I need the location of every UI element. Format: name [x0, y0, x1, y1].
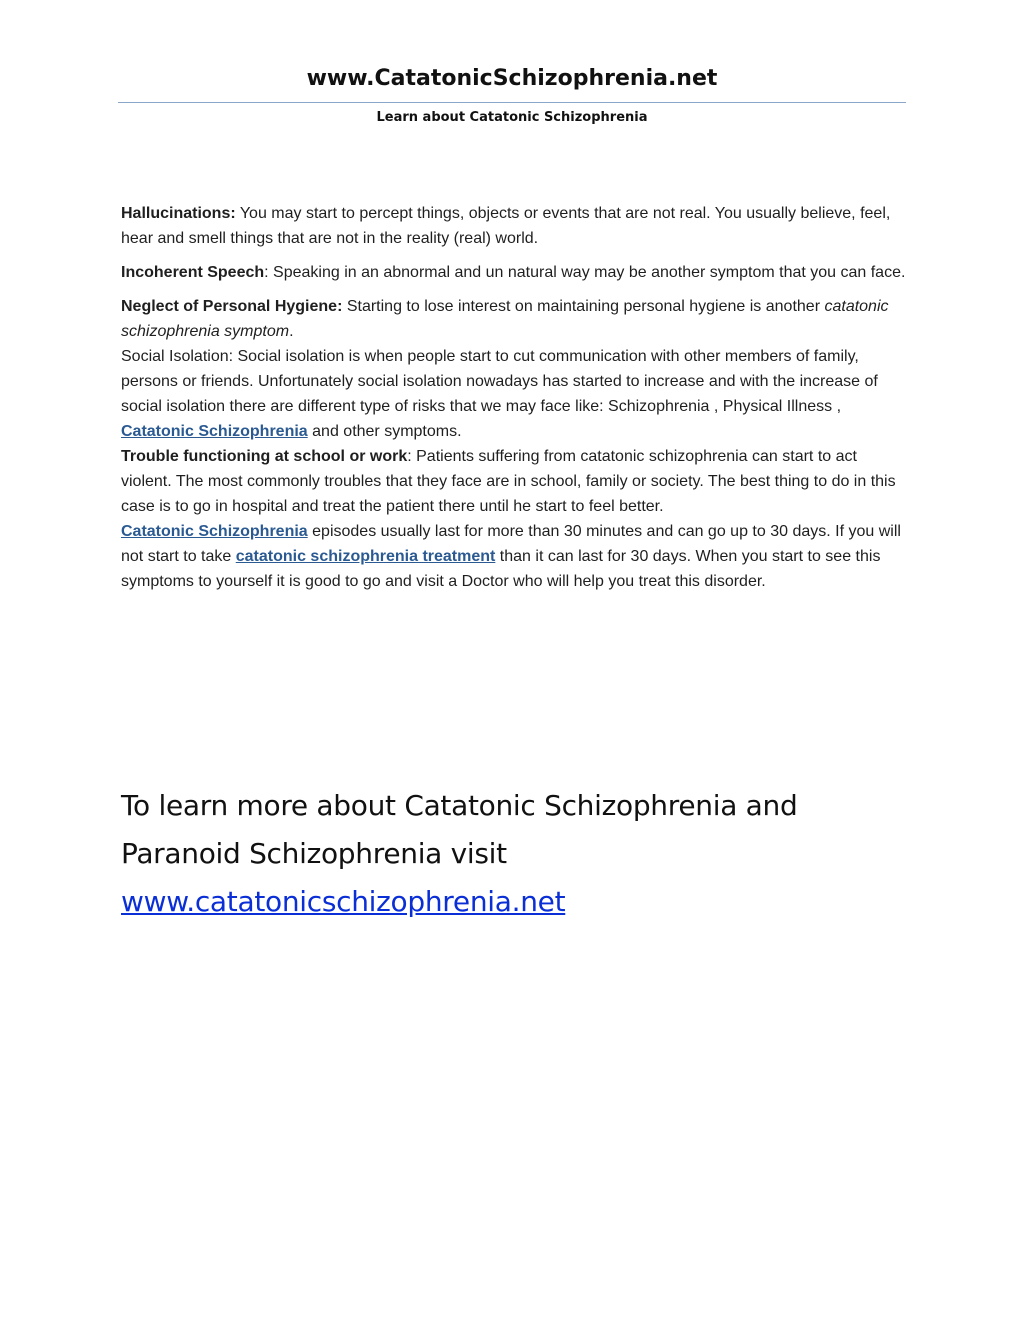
page-header	[118, 62, 906, 96]
hallucinations-text: You may start to percept things, objects or events that are not real. You usually believe, feel, hear and smell things that are not in the reality (real) world.	[121, 205, 891, 247]
social-isolation-paragraph	[121, 344, 911, 444]
incoherent-speech-paragraph	[121, 260, 911, 285]
hallucinations-label: Hallucinations:	[121, 205, 236, 222]
social-isolation-tail: and other symptoms.	[307, 423, 462, 440]
closing-text: than it can last for 30 days. When you start to see this symptoms to yourself it is good to go and visit a Doctor who will help you treat this disorder.	[121, 548, 881, 590]
site-link[interactable]: www.catatonicschizophrenia.net	[121, 885, 566, 918]
catatonic-schizophrenia-link-2[interactable]: Catatonic Schizophrenia	[121, 523, 308, 540]
catatonic-schizophrenia-link[interactable]: Catatonic Schizophrenia	[121, 423, 308, 440]
treatment-link[interactable]: catatonic schizophrenia treatment	[235, 548, 496, 565]
hallucinations-paragraph	[121, 201, 911, 251]
cta-text: To learn more about Catatonic Schizophrenia and Paranoid Schizophrenia visit	[121, 789, 798, 870]
social-isolation-text: Social Isolation: Social isolation is when people start to cut communication with other members of family, persons or friends. Unfortunately social isolation nowadays has started to increase and with the increase of social isolation there are different type of risks that we may face like: Schizophrenia , Physical Illness ,	[121, 348, 878, 415]
trouble-functioning-paragraph	[121, 444, 911, 594]
neglect-hygiene-paragraph	[121, 294, 911, 344]
header-divider	[118, 102, 906, 103]
neglect-hygiene-label: Neglect of Personal Hygiene:	[121, 298, 343, 315]
site-title: www.CatatonicSchizophrenia.net	[306, 66, 718, 91]
neglect-hygiene-italic: catatonic schizophrenia symptom	[121, 298, 889, 340]
call-to-action	[121, 782, 921, 926]
trouble-functioning-label: Trouble functioning at school or work	[121, 448, 408, 465]
page-subtitle: Learn about Catatonic Schizophrenia	[376, 110, 648, 125]
trouble-functioning-text: : Patients suffering from catatonic schizophrenia can start to act violent. The most commonly troubles that they face are in school, family or society. The best thing to do in this case is to go in hospital and treat the patient there until he start to feel better.	[121, 448, 896, 515]
neglect-hygiene-text: Starting to lose interest on maintaining personal hygiene is another	[342, 298, 825, 315]
incoherent-speech-label: Incoherent Speech	[121, 264, 265, 281]
neglect-hygiene-tail: .	[289, 323, 294, 340]
article-body	[121, 201, 911, 594]
episodes-text: episodes usually last for more than 30 minutes and can go up to 30 days. If you will not start to take	[121, 523, 901, 565]
incoherent-speech-text: : Speaking in an abnormal and un natural way may be another symptom that you can face.	[264, 264, 906, 281]
